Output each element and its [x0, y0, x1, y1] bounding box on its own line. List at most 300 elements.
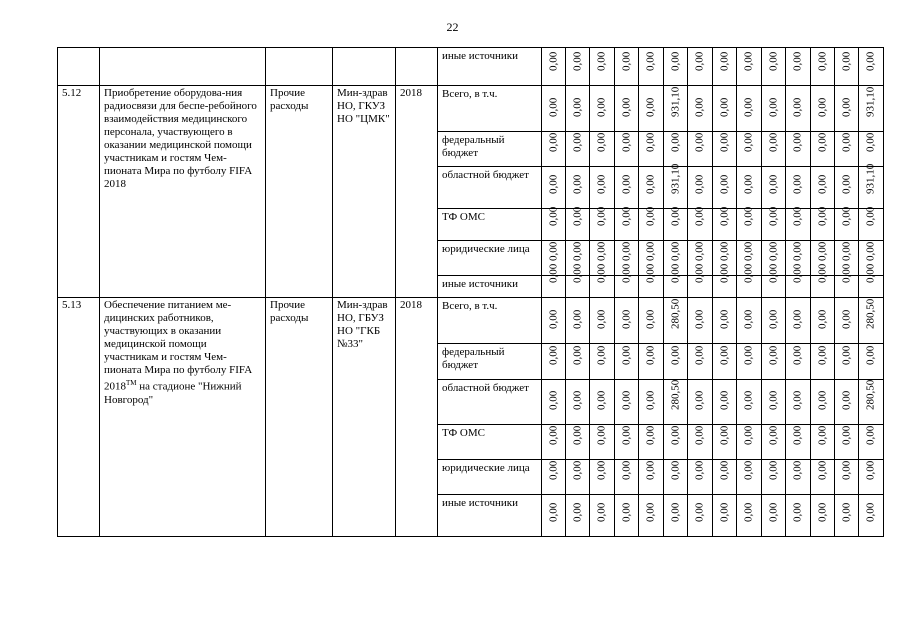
source-label: Всего, в т.ч.: [438, 86, 542, 132]
value-cell: [835, 460, 859, 495]
value-cell: [811, 495, 835, 537]
value-text: 0,00: [864, 460, 877, 480]
value-text: 0,00: [864, 132, 877, 152]
value-text: 0,00: [816, 174, 828, 194]
value-text: 0,00: [767, 206, 779, 226]
value-text: 931,10: [669, 163, 681, 194]
value-cell: [688, 460, 713, 495]
value-text: 0,00: [547, 263, 559, 283]
value-text: 0,00: [718, 345, 730, 365]
value-cell: [639, 380, 664, 425]
value-cell: [590, 48, 615, 86]
value-text: 0,00: [864, 502, 877, 522]
value-cell: [786, 167, 811, 209]
value-cell: [688, 206, 713, 241]
value-cell: [639, 48, 664, 86]
item-name: [100, 298, 266, 537]
value-cell: [762, 132, 786, 167]
value-text: 0,00: [693, 425, 706, 445]
value-text: 0,00: [669, 241, 681, 261]
value-cell: [859, 495, 884, 537]
value-cell: [542, 495, 566, 537]
executor: Мин-здрав НО, ГКУЗ НО "ЦМК": [333, 86, 396, 298]
value-text: 0,00: [840, 425, 852, 445]
value-cell: [859, 206, 884, 241]
value-cell: [713, 298, 737, 344]
value-text: 0,00: [547, 502, 559, 522]
value-text: 0,00: [693, 132, 706, 152]
value-text: 0,00: [840, 502, 852, 522]
value-text: 0,00: [840, 206, 852, 226]
table-row: [58, 298, 884, 344]
value-text: 0,00: [693, 345, 706, 365]
value-cell: [835, 425, 859, 460]
value-cell: [590, 495, 615, 537]
value-cell: [590, 425, 615, 460]
value-text: 0,00: [742, 51, 755, 71]
value-cell: [542, 460, 566, 495]
value-text: 0,00: [864, 425, 877, 445]
value-text: 0,00: [693, 309, 706, 329]
value-text: 0,00: [767, 425, 779, 445]
value-text: 0,00: [595, 174, 608, 194]
value-text: 0,00: [693, 390, 706, 410]
value-text: 0,00: [644, 309, 657, 329]
value-text: 0,00: [864, 206, 877, 226]
value-text: 0,00: [571, 241, 583, 261]
value-cell: [639, 132, 664, 167]
value-cell: [737, 263, 762, 298]
value-text: 0,00: [620, 263, 632, 283]
value-cell: [590, 86, 615, 132]
value-cell: [811, 380, 835, 425]
value-text: 0,00: [620, 390, 632, 410]
value-cell: [542, 380, 566, 425]
value-cell: [639, 344, 664, 380]
value-text: 0,00: [595, 345, 608, 365]
value-cell: [859, 298, 884, 344]
value-text: 0,00: [595, 51, 608, 71]
value-text: 0,00: [742, 97, 755, 117]
value-cell: [590, 460, 615, 495]
value-cell: [737, 495, 762, 537]
value-text: 0,00: [791, 51, 804, 71]
value-cell: [615, 495, 639, 537]
value-cell: [566, 344, 590, 380]
value-text: 0,00: [840, 263, 852, 283]
value-text: 0,00: [742, 241, 755, 261]
value-cell: [859, 163, 884, 209]
value-cell: [664, 344, 688, 380]
value-cell: [762, 344, 786, 380]
value-text: 0,00: [693, 460, 706, 480]
value-cell: [811, 86, 835, 132]
value-cell: [713, 495, 737, 537]
value-text: 0,00: [791, 390, 804, 410]
value-text: 0,00: [644, 132, 657, 152]
value-text: 0,00: [620, 174, 632, 194]
value-text: 0,00: [595, 460, 608, 480]
value-cell: [859, 425, 884, 460]
value-text: 0,00: [669, 502, 681, 522]
value-text: 0,00: [767, 241, 779, 261]
value-cell: [566, 132, 590, 167]
value-cell: [786, 425, 811, 460]
value-text: 0,00: [767, 309, 779, 329]
value-cell: [835, 263, 859, 298]
value-text: 0,00: [816, 460, 828, 480]
value-cell: [835, 132, 859, 167]
value-text: 0,00: [816, 206, 828, 226]
value-text: 0,00: [742, 174, 755, 194]
value-text: 0,00: [864, 241, 877, 261]
value-text: 0,00: [669, 51, 681, 71]
value-cell: [542, 48, 566, 86]
value-text: 0,00: [547, 51, 559, 71]
value-text: 0,00: [669, 345, 681, 365]
value-cell: [811, 132, 835, 167]
value-text: 280,50: [669, 298, 681, 329]
value-cell: [566, 206, 590, 241]
value-cell: [835, 380, 859, 425]
value-text: 0,00: [791, 309, 804, 329]
source-label: иные источники: [438, 276, 542, 298]
value-text: 0,00: [571, 390, 583, 410]
value-cell: [786, 460, 811, 495]
value-cell: [737, 380, 762, 425]
value-cell: [713, 48, 737, 86]
source-label: иные источники: [438, 495, 542, 537]
value-cell: [713, 132, 737, 167]
value-cell: [713, 206, 737, 241]
value-cell: [859, 344, 884, 380]
value-text: 0,00: [693, 97, 706, 117]
value-cell: [566, 425, 590, 460]
value-cell: [786, 298, 811, 344]
value-cell: [713, 380, 737, 425]
value-cell: [688, 380, 713, 425]
value-cell: [835, 298, 859, 344]
value-cell: [639, 86, 664, 132]
source-label: юридические лица: [438, 460, 542, 495]
value-text: 0,00: [669, 206, 681, 226]
value-text: 0,00: [547, 97, 559, 117]
value-cell: [688, 86, 713, 132]
value-cell: [737, 298, 762, 344]
value-cell: [762, 460, 786, 495]
value-cell: [859, 380, 884, 425]
value-text: 931,10: [669, 86, 681, 117]
value-cell: [835, 495, 859, 537]
value-cell: [737, 48, 762, 86]
value-cell: [786, 48, 811, 86]
value-cell: [811, 460, 835, 495]
value-text: 0,00: [693, 51, 706, 71]
value-text: 0,00: [595, 263, 608, 283]
value-text: 0,00: [595, 206, 608, 226]
value-text: 0,00: [547, 425, 559, 445]
value-cell: [688, 48, 713, 86]
value-cell: [615, 206, 639, 241]
value-cell: [664, 425, 688, 460]
value-text: 0,00: [742, 460, 755, 480]
value-cell: [737, 460, 762, 495]
value-text: 0,00: [816, 390, 828, 410]
value-text: 0,00: [547, 345, 559, 365]
value-text: 0,00: [644, 263, 657, 283]
value-text: 0,00: [864, 51, 877, 71]
value-cell: [590, 167, 615, 209]
value-cell: [786, 263, 811, 298]
value-text: 0,00: [767, 390, 779, 410]
value-text: 0,00: [791, 263, 804, 283]
value-text: 280,50: [864, 298, 877, 329]
value-text: 0,00: [791, 97, 804, 117]
value-text: 0,00: [620, 502, 632, 522]
value-cell: [737, 132, 762, 167]
value-cell: [859, 263, 884, 298]
value-text: 0,00: [571, 97, 583, 117]
value-text: 0,00: [767, 263, 779, 283]
value-text: 0,00: [742, 345, 755, 365]
value-cell: [615, 344, 639, 380]
value-cell: [639, 263, 664, 298]
value-cell: [615, 380, 639, 425]
item-number: 5.13: [58, 298, 100, 537]
value-cell: [590, 263, 615, 298]
value-cell: [664, 495, 688, 537]
value-text: 0,00: [718, 51, 730, 71]
value-cell: [688, 263, 713, 298]
value-cell: [590, 344, 615, 380]
value-text: 0,00: [864, 263, 877, 283]
expense-type: Прочие расходы: [266, 298, 333, 537]
value-cell: [835, 206, 859, 241]
value-cell: [713, 425, 737, 460]
value-text: 0,00: [571, 51, 583, 71]
value-text: 0,00: [644, 206, 657, 226]
value-text: 0,00: [718, 206, 730, 226]
value-cell: [786, 495, 811, 537]
item-name-text: Обеспечение питанием ме-дицинских работников, участвующих в оказании медицинской помощи участникам и гостям Чем-пионата Мира по футболу FIFA 2018: [104, 299, 252, 393]
value-text: 0,00: [816, 132, 828, 152]
value-text: 0,00: [742, 132, 755, 152]
value-cell: [566, 167, 590, 209]
value-text: 0,00: [595, 502, 608, 522]
value-cell: [737, 86, 762, 132]
value-cell: [542, 86, 566, 132]
executor: Мин-здрав НО, ГБУЗ НО "ГКБ №33": [333, 298, 396, 537]
value-cell: [615, 425, 639, 460]
value-text: 0,00: [791, 425, 804, 445]
value-text: 0,00: [791, 174, 804, 194]
value-text: 0,00: [595, 390, 608, 410]
value-cell: [737, 425, 762, 460]
value-text: 931,10: [864, 163, 877, 194]
expense-type-cell: [266, 48, 333, 86]
value-cell: [713, 263, 737, 298]
trademark-mark: TM: [126, 379, 137, 387]
value-text: 0,00: [816, 97, 828, 117]
value-cell: [811, 425, 835, 460]
value-text: 0,00: [742, 502, 755, 522]
value-text: 0,00: [693, 502, 706, 522]
value-text: 0,00: [840, 241, 852, 261]
value-text: 0,00: [718, 97, 730, 117]
value-text: 0,00: [840, 390, 852, 410]
value-text: 0,00: [571, 132, 583, 152]
value-text: 0,00: [644, 460, 657, 480]
value-text: 0,00: [718, 425, 730, 445]
value-text: 0,00: [620, 206, 632, 226]
value-cell: [664, 48, 688, 86]
table-row: [58, 86, 884, 132]
value-text: 0,00: [571, 460, 583, 480]
value-cell: [664, 460, 688, 495]
value-text: 0,00: [644, 345, 657, 365]
value-cell: [615, 167, 639, 209]
page-number: 22: [446, 20, 459, 34]
value-text: 0,00: [816, 51, 828, 71]
source-label: федеральный бюджет: [438, 132, 542, 167]
year: 2018: [396, 298, 438, 537]
value-cell: [590, 206, 615, 241]
value-text: 0,00: [620, 460, 632, 480]
value-text: 0,00: [595, 425, 608, 445]
value-cell: [762, 206, 786, 241]
value-text: 0,00: [595, 241, 608, 261]
value-text: 0,00: [547, 460, 559, 480]
value-text: 0,00: [840, 309, 852, 329]
value-text: 0,00: [644, 97, 657, 117]
value-cell: [762, 298, 786, 344]
value-text: 0,00: [840, 51, 852, 71]
value-text: 0,00: [595, 97, 608, 117]
value-text: 0,00: [644, 174, 657, 194]
value-cell: [811, 344, 835, 380]
item-number-cell: [58, 48, 100, 86]
value-cell: [664, 298, 688, 344]
source-label: областной бюджет: [438, 167, 542, 209]
value-cell: [786, 132, 811, 167]
value-text: 0,00: [742, 309, 755, 329]
value-text: 0,00: [547, 132, 559, 152]
value-cell: [664, 380, 688, 425]
value-text: 0,00: [742, 263, 755, 283]
value-cell: [639, 495, 664, 537]
value-cell: [811, 48, 835, 86]
value-cell: [542, 298, 566, 344]
item-name-cell: [100, 48, 266, 86]
value-cell: [590, 132, 615, 167]
value-text: 0,00: [791, 460, 804, 480]
value-text: 0,00: [767, 97, 779, 117]
value-text: 0,00: [718, 502, 730, 522]
value-cell: [859, 460, 884, 495]
value-text: 0,00: [620, 132, 632, 152]
value-cell: [542, 132, 566, 167]
value-cell: [664, 206, 688, 241]
value-text: 0,00: [767, 132, 779, 152]
item-number: 5.12: [58, 86, 100, 298]
value-text: 0,00: [840, 174, 852, 194]
value-cell: [811, 167, 835, 209]
value-text: 0,00: [547, 206, 559, 226]
value-cell: [811, 206, 835, 241]
value-text: 0,00: [669, 460, 681, 480]
value-text: 0,00: [644, 51, 657, 71]
value-cell: [762, 48, 786, 86]
value-text: 280,50: [669, 379, 681, 410]
value-cell: [859, 132, 884, 167]
value-cell: [811, 298, 835, 344]
value-cell: [737, 167, 762, 209]
value-text: 0,00: [620, 309, 632, 329]
source-label: юридические лица: [438, 241, 542, 276]
value-cell: [615, 48, 639, 86]
value-text: 0,00: [840, 97, 852, 117]
value-text: 0,00: [767, 460, 779, 480]
value-text: 0,00: [718, 241, 730, 261]
value-text: 0,00: [718, 263, 730, 283]
value-text: 0,00: [767, 174, 779, 194]
value-cell: [664, 86, 688, 132]
value-cell: [811, 263, 835, 298]
value-text: 0,00: [620, 97, 632, 117]
value-text: 0,00: [791, 345, 804, 365]
source-label: иные источники: [438, 48, 542, 86]
value-text: 0,00: [767, 345, 779, 365]
value-text: 0,00: [816, 502, 828, 522]
value-cell: [566, 380, 590, 425]
value-cell: [713, 344, 737, 380]
budget-table: [57, 47, 884, 537]
value-cell: [542, 344, 566, 380]
value-cell: [542, 263, 566, 298]
value-text: 0,00: [595, 309, 608, 329]
value-text: 0,00: [620, 425, 632, 445]
value-text: 280,50: [864, 379, 877, 410]
value-cell: [762, 380, 786, 425]
value-cell: [590, 298, 615, 344]
executor-cell: [333, 48, 396, 86]
value-text: 0,00: [571, 206, 583, 226]
value-text: 0,00: [718, 174, 730, 194]
value-text: 0,00: [547, 241, 559, 261]
value-cell: [639, 206, 664, 241]
value-text: 0,00: [693, 241, 706, 261]
value-cell: [542, 167, 566, 209]
value-cell: [566, 495, 590, 537]
value-cell: [688, 344, 713, 380]
value-cell: [566, 48, 590, 86]
value-cell: [615, 86, 639, 132]
value-text: 0,00: [571, 309, 583, 329]
value-text: 0,00: [571, 345, 583, 365]
value-cell: [859, 86, 884, 132]
value-cell: [835, 86, 859, 132]
value-cell: [786, 344, 811, 380]
value-text: 0,00: [669, 425, 681, 445]
value-cell: [859, 48, 884, 86]
value-cell: [737, 344, 762, 380]
value-text: 0,00: [840, 460, 852, 480]
value-cell: [786, 206, 811, 241]
value-text: 931,10: [864, 86, 877, 117]
value-text: 0,00: [595, 132, 608, 152]
value-text: 0,00: [620, 51, 632, 71]
value-cell: [835, 48, 859, 86]
